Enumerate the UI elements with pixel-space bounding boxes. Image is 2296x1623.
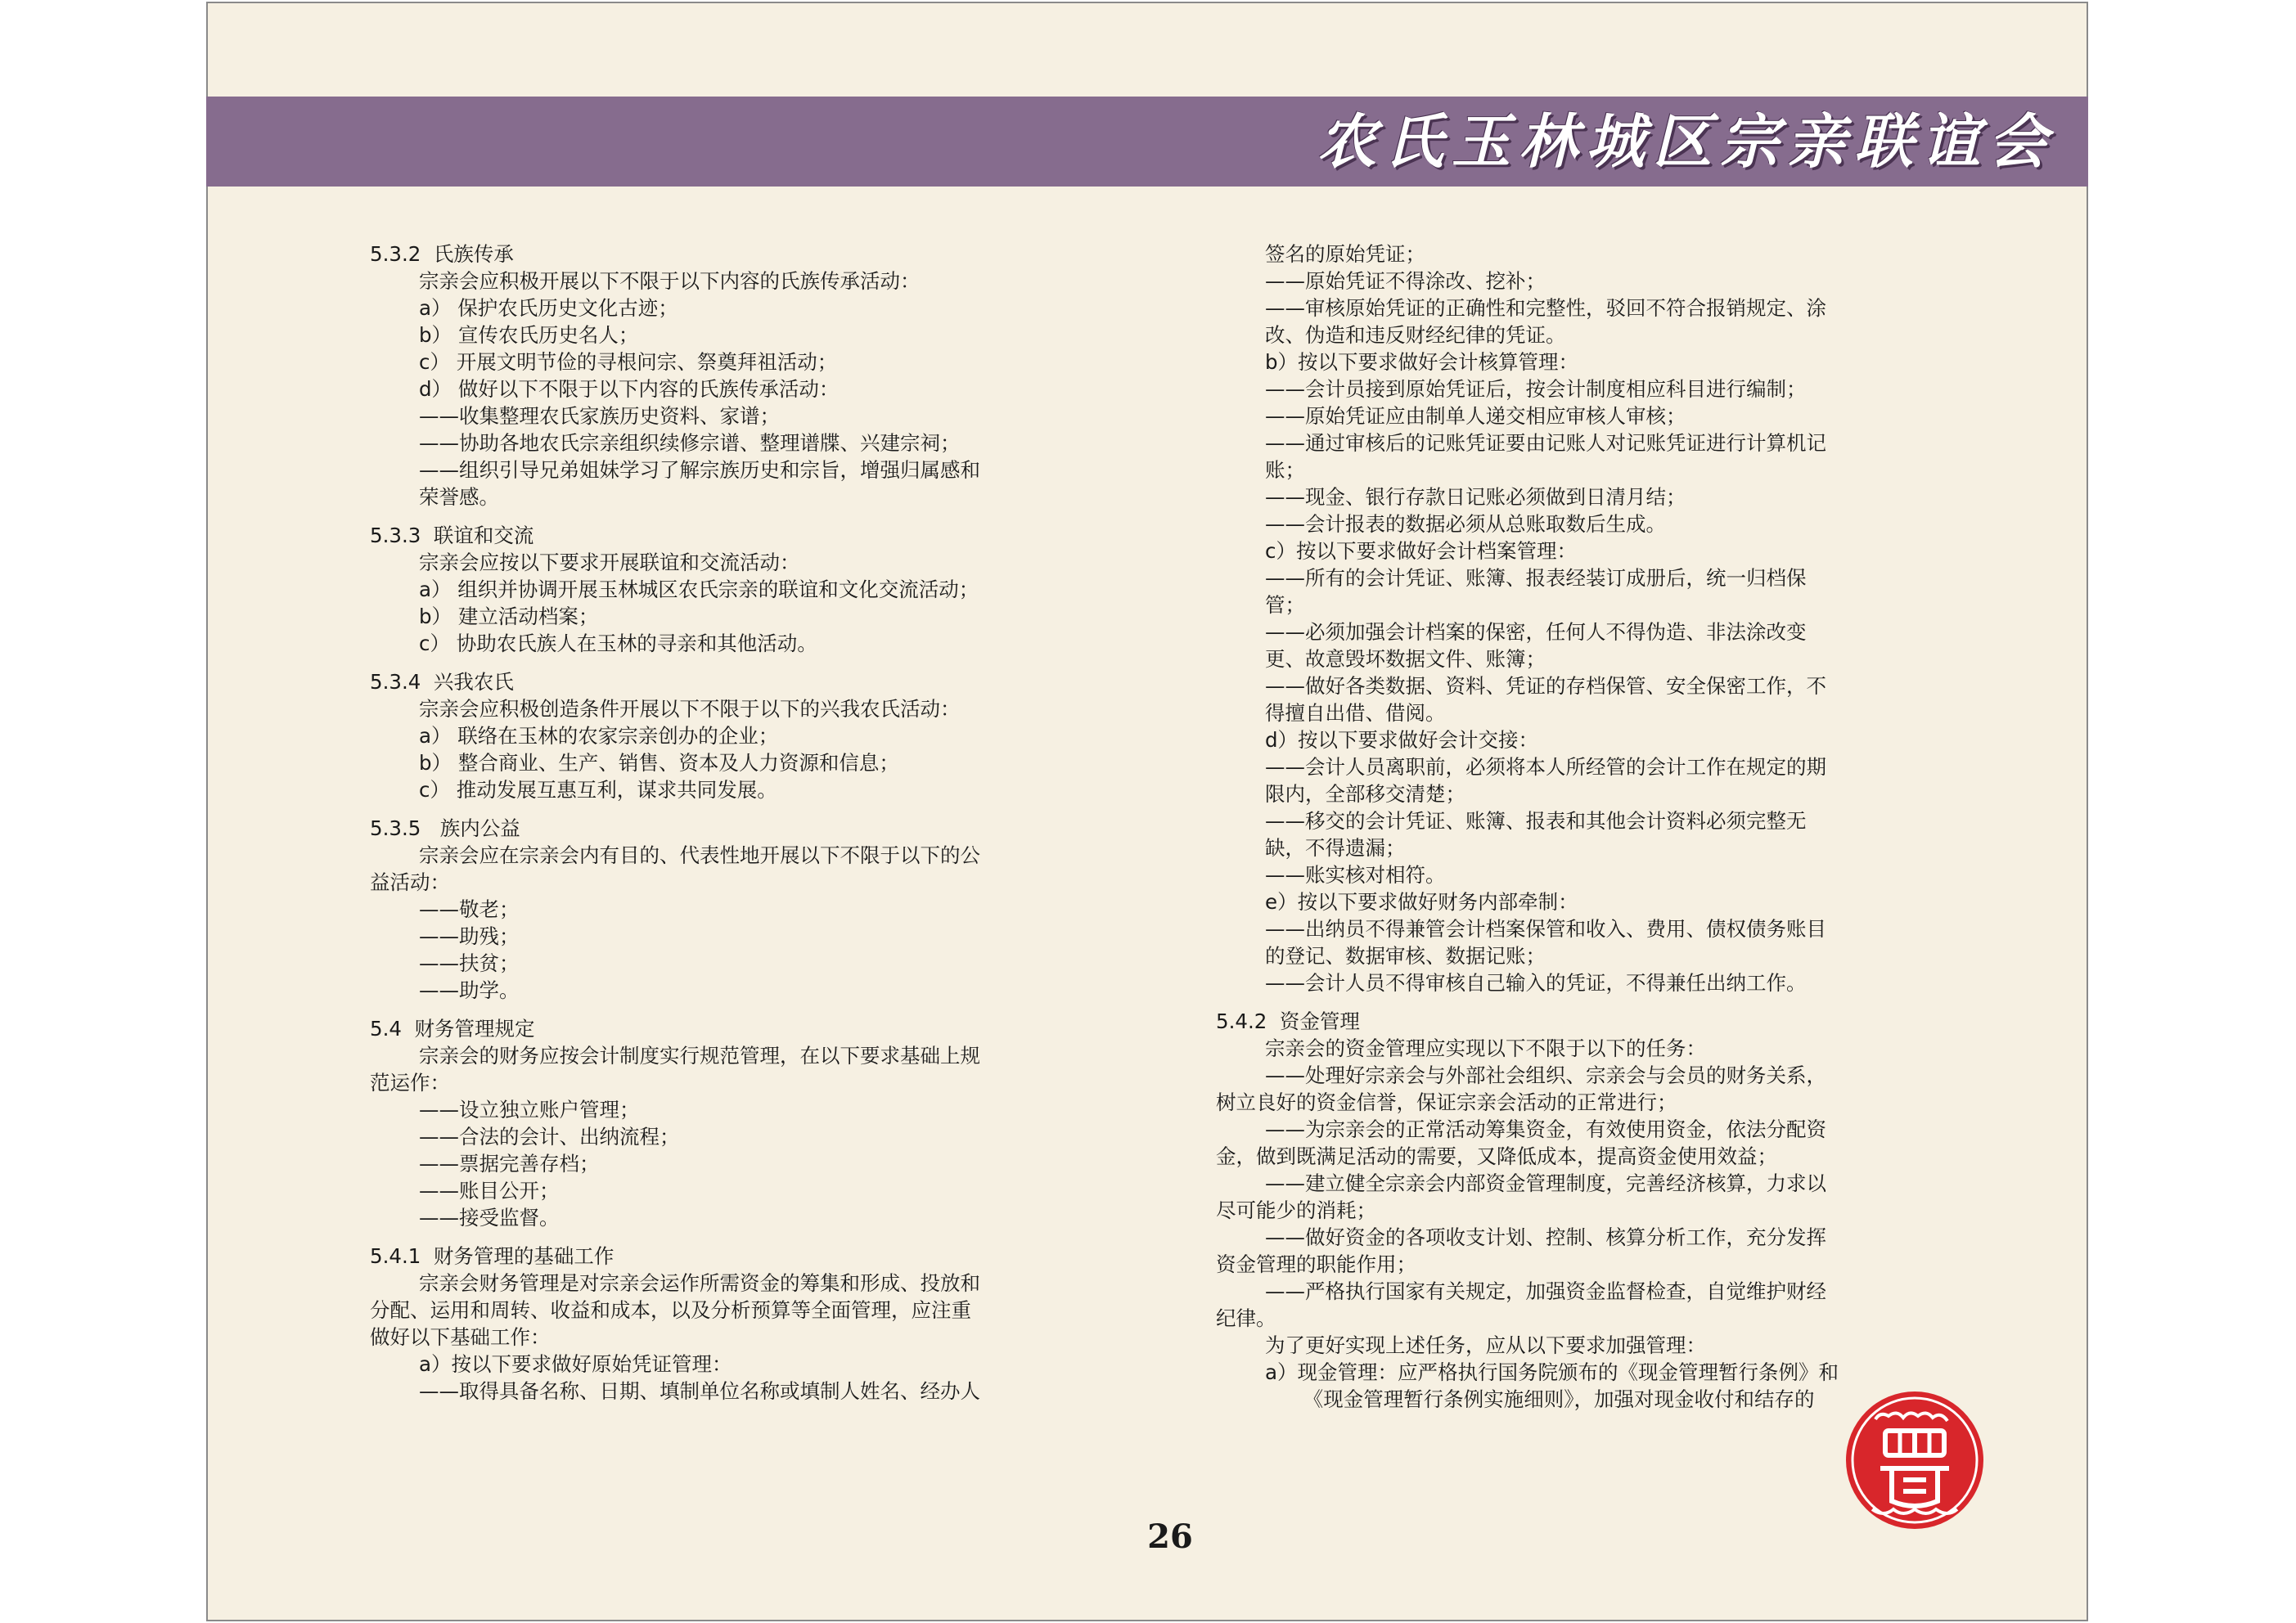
text-line: ——收集整理农氏家族历史资料、家谱； xyxy=(419,404,780,428)
text-line: c） 协助农氏族人在玉林的寻亲和其他活动。 xyxy=(419,632,817,655)
text-line: ——出纳员不得兼管会计档案保管和收入、费用、债权债务账目 xyxy=(1265,917,1826,941)
text-line: ——移交的会计凭证、账簿、报表和其他会计资料必须完整无 xyxy=(1265,809,1807,833)
text-line: e）按以下要求做好财务内部牵制： xyxy=(1265,890,1578,914)
text-line: ——做好各类数据、资料、凭证的存档保管、安全保密工作，不 xyxy=(1265,674,1826,698)
text-line: 签名的原始凭证； xyxy=(1265,242,1425,266)
text-line: b） 建立活动档案； xyxy=(419,605,599,628)
text-line: b） 宣传农氏历史名人； xyxy=(419,323,639,347)
text-line: ——会计人员不得审核自己输入的凭证，不得兼任出纳工作。 xyxy=(1265,971,1807,995)
text-line: 纪律。 xyxy=(1216,1306,1276,1330)
text-line: a）现金管理：应严格执行国务院颁布的《现金管理暂行条例》和 xyxy=(1265,1360,1839,1384)
text-line: 宗亲会的财务应按会计制度实行规范管理，在以下要求基础上规 xyxy=(419,1044,980,1068)
text-line: a） 组织并协调开展玉林城区农氏宗亲的联谊和文化交流活动； xyxy=(419,578,979,601)
text-line: ——建立健全宗亲会内部资金管理制度，完善经济核算，力求以 xyxy=(1265,1171,1826,1195)
text-line: 宗亲会应积极创造条件开展以下不限于以下的兴我农氏活动： xyxy=(419,697,961,721)
section-heading: 5.4.1 财务管理的基础工作 xyxy=(370,1244,615,1268)
text-line: 尽可能少的消耗； xyxy=(1216,1198,1376,1222)
text-line: a） 保护农氏历史文化古迹； xyxy=(419,296,678,320)
text-line: d）按以下要求做好会计交接： xyxy=(1265,728,1539,752)
text-line: ——取得具备名称、日期、填制单位名称或填制人姓名、经办人 xyxy=(419,1379,980,1403)
clan-seal-logo xyxy=(1843,1388,1987,1532)
text-line: 荣誉感。 xyxy=(419,485,499,509)
text-line: ——组织引导兄弟姐妹学习了解宗族历史和宗旨，增强归属感和 xyxy=(419,458,980,482)
text-line: ——通过审核后的记账凭证要由记账人对记账凭证进行计算机记 xyxy=(1265,431,1826,455)
text-line: 宗亲会应积极开展以下不限于以下内容的氏族传承活动： xyxy=(419,269,921,293)
text-line: 宗亲会应在宗亲会内有目的、代表性地开展以下不限于以下的公 xyxy=(419,843,980,867)
text-line: 宗亲会的资金管理应实现以下不限于以下的任务： xyxy=(1265,1036,1706,1060)
text-line: ——必须加强会计档案的保密，任何人不得伪造、非法涂改变 xyxy=(1265,620,1807,644)
text-line: ——所有的会计凭证、账簿、报表经装订成册后，统一归档保 xyxy=(1265,566,1807,590)
text-line: c） 推动发展互惠互利，谋求共同发展。 xyxy=(419,778,777,802)
text-line: ——票据完善存档； xyxy=(419,1152,600,1176)
text-line: ——处理好宗亲会与外部社会组织、宗亲会与会员的财务关系， xyxy=(1265,1063,1826,1087)
text-line: 账； xyxy=(1265,458,1305,482)
text-line: ——严格执行国家有关规定，加强资金监督检查，自觉维护财经 xyxy=(1265,1279,1826,1303)
text-line: 管； xyxy=(1265,593,1305,617)
text-line: ——会计员接到原始凭证后，按会计制度相应科目进行编制； xyxy=(1265,377,1807,401)
text-line: ——原始凭证不得涂改、挖补； xyxy=(1265,269,1546,293)
text-line: ——助残； xyxy=(419,924,520,948)
text-line: d） 做好以下不限于以下内容的氏族传承活动： xyxy=(419,377,840,401)
page-number: 26 xyxy=(1147,1517,1193,1556)
text-line: 树立良好的资金信誉，保证宗亲会活动的正常进行； xyxy=(1216,1090,1677,1114)
text-line: 范运作： xyxy=(370,1071,450,1095)
text-line: 《现金管理暂行条例实施细则》，加强对现金收付和结存的 xyxy=(1265,1387,1815,1411)
section-heading: 5.3.2 氏族传承 xyxy=(370,242,514,266)
text-line: b） 整合商业、生产、销售、资本及人力资源和信息； xyxy=(419,751,899,775)
text-line: 益活动： xyxy=(370,870,450,894)
text-line: ——会计报表的数据必须从总账取数后生成。 xyxy=(1265,512,1666,536)
header-title: 农氏玉林城区宗亲联谊会 xyxy=(1317,106,2055,176)
text-line: ——接受监督。 xyxy=(419,1206,560,1230)
text-line: ——合法的会计、出纳流程； xyxy=(419,1125,680,1149)
text-line: ——会计人员离职前，必须将本人所经管的会计工作在规定的期 xyxy=(1265,755,1826,779)
text-line: ——原始凭证应由制单人递交相应审核人审核； xyxy=(1265,404,1686,428)
text-line: 为了更好实现上述任务，应从以下要求加强管理： xyxy=(1265,1333,1706,1357)
text-line: ——做好资金的各项收支计划、控制、核算分析工作，充分发挥 xyxy=(1265,1225,1826,1249)
text-line: 资金管理的职能作用； xyxy=(1216,1252,1416,1276)
text-line: 改、伪造和违反财经纪律的凭证。 xyxy=(1265,323,1566,347)
text-line: a） 联络在玉林的农家宗亲创办的企业； xyxy=(419,724,779,748)
text-line: 得擅自出借、借阅。 xyxy=(1265,701,1446,725)
text-line: 做好以下基础工作： xyxy=(370,1325,551,1349)
text-line: ——扶贫； xyxy=(419,951,520,975)
text-line: a）按以下要求做好原始凭证管理： xyxy=(419,1352,732,1376)
section-heading: 5.4 财务管理规定 xyxy=(370,1017,535,1041)
text-line: ——现金、银行存款日记账必须做到日清月结； xyxy=(1265,485,1686,509)
text-line: ——敬老； xyxy=(419,897,520,921)
left-text-column xyxy=(370,241,1082,1405)
section-heading: 5.3.3 联谊和交流 xyxy=(370,524,534,547)
text-line: 更、故意毁坏数据文件、账簿； xyxy=(1265,647,1546,671)
text-line: 缺，不得遗漏； xyxy=(1265,836,1406,860)
text-line: 分配、运用和周转、收益和成本，以及分析预算等全面管理，应注重 xyxy=(370,1298,971,1322)
text-line: ——协助各地农氏宗亲组织续修宗谱、整理谱牒、兴建宗祠； xyxy=(419,431,961,455)
text-line: b）按以下要求做好会计核算管理： xyxy=(1265,350,1579,374)
text-line: ——账实核对相符。 xyxy=(1265,863,1446,887)
section-heading: 5.4.2 资金管理 xyxy=(1216,1009,1360,1033)
text-line: ——为宗亲会的正常活动筹集资金，有效使用资金，依法分配资 xyxy=(1265,1117,1826,1141)
text-line: ——设立独立账户管理； xyxy=(419,1098,640,1122)
text-line: 限内，全部移交清楚； xyxy=(1265,782,1465,806)
section-heading: 5.3.5 族内公益 xyxy=(370,816,520,840)
text-line: ——助学。 xyxy=(419,978,520,1002)
text-line: 宗亲会应按以下要求开展联谊和交流活动： xyxy=(419,551,800,574)
text-line: c）按以下要求做好会计档案管理： xyxy=(1265,539,1577,563)
text-line: ——账目公开； xyxy=(419,1179,560,1203)
text-line: 宗亲会财务管理是对宗亲会运作所需资金的筹集和形成、投放和 xyxy=(419,1271,980,1295)
text-line: 金，做到既满足活动的需要，又降低成本，提高资金使用效益； xyxy=(1216,1144,1777,1168)
text-line: 的登记、数据审核、数据记账； xyxy=(1265,944,1546,968)
right-text-column xyxy=(1216,241,1928,1413)
section-heading: 5.3.4 兴我农氏 xyxy=(370,670,514,694)
text-line: ——审核原始凭证的正确性和完整性，驳回不符合报销规定、涂 xyxy=(1265,296,1826,320)
header-banner xyxy=(206,97,2088,187)
text-line: c） 开展文明节俭的寻根问宗、祭奠拜祖活动； xyxy=(419,350,838,374)
